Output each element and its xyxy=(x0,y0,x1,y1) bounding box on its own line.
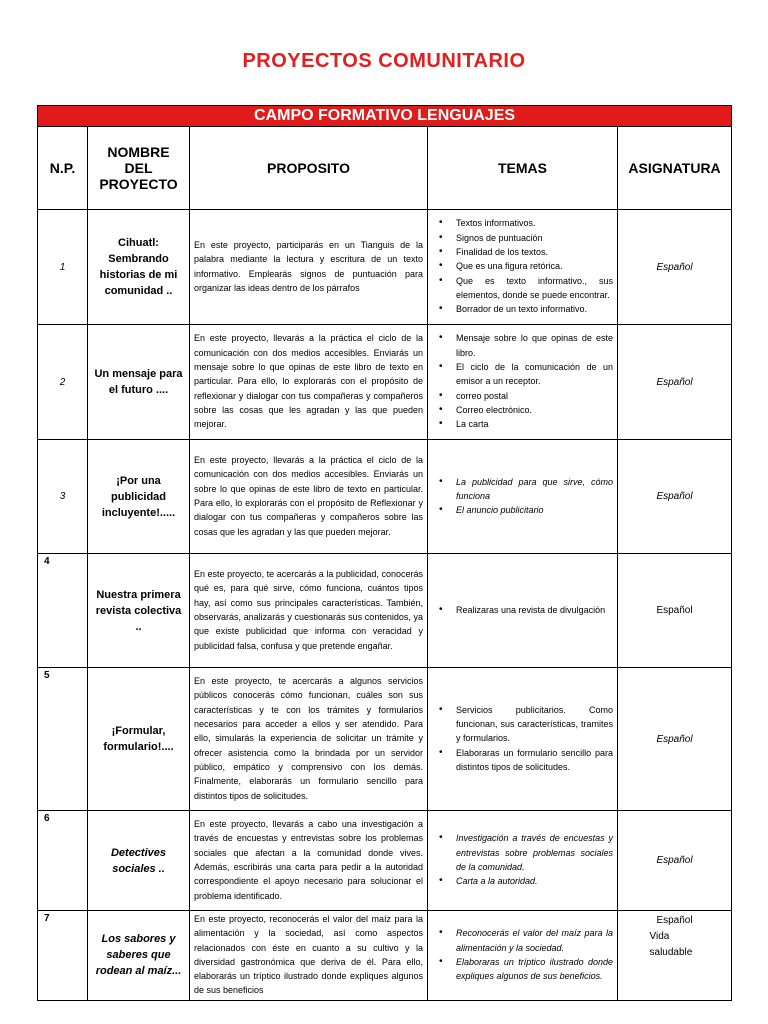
banner-row xyxy=(38,106,732,127)
project-name: Cihuatl: Sembrando historias de mi comunidad .. xyxy=(88,210,190,325)
project-purpose: En este proyecto, llevarás a cabo una investigación a través de encuestas y entrevistas sobre los problemas sociales que afectan a la comunidad donde vives. Además, escribirás una carta para pedir a la autoridad correspondiente el apoyo necesario para solucionar el problema identificado. xyxy=(190,811,428,911)
project-name: ¡Por una publicidad incluyente!..... xyxy=(88,440,190,554)
topic-item: • Elaboraras un formulario sencillo para distintos tipos de solicitudes. xyxy=(456,746,613,775)
project-topics xyxy=(428,811,618,911)
topic-item: • El anuncio publicitario xyxy=(456,503,613,517)
project-purpose: En este proyecto, llevarás a la práctica el ciclo de la comunicación con dos medios accesibles. Enviarás un mensaje sobre lo que opinas de este libro de texto en particular. Para ello, lo explorarás con el propósito de reflexionar y dialogar con tus compañeras y compañeros sobre las cosas que les agradan y las que pueden mejorar. xyxy=(190,325,428,440)
table-row xyxy=(38,440,732,554)
project-purpose: En este proyecto, reconocerás el valor del maíz para la alimentación y la sociedad, así como aspectos relacionados con éste en cuanto a su cultivo y la diversidad gastronómica que deriva de él. Para ello, elaborarás un tríptico ilustrado donde expliques algunos de sus beneficios xyxy=(190,911,428,1001)
row-number: 4 xyxy=(38,554,88,668)
project-name: Detectives sociales .. xyxy=(88,811,190,911)
topic-item: • Finalidad de los textos. xyxy=(456,245,613,259)
header-nombre xyxy=(88,127,190,210)
subject-line: Español xyxy=(656,915,693,926)
header-np: N.P. xyxy=(38,127,88,210)
header-nombre-line1: NOMBRE xyxy=(107,144,170,160)
topic-item: • El ciclo de la comunicación de un emisor a un receptor. xyxy=(456,360,613,389)
topic-item: • Realizaras una revista de divulgación xyxy=(456,603,613,617)
project-subject: Español xyxy=(618,210,732,325)
project-subject: Español xyxy=(618,554,732,668)
project-subject: Español xyxy=(618,440,732,554)
row-number: 2 xyxy=(38,325,88,440)
project-purpose: En este proyecto, te acercarás a la publicidad, conocerás qué es, para qué sirve, cómo funciona, cuántos tipos hay, así como sus principales características. También, observarás, analizarás y cuestionarás sus contenidos, ya que existe publicidad que informa con veracidad y publicidad falsa, confusa y que pretende engañar. xyxy=(190,554,428,668)
topic-item: • La publicidad para que sirve, cómo funciona xyxy=(456,475,613,504)
table-row xyxy=(38,668,732,811)
header-nombre-line2: DEL xyxy=(124,160,153,176)
topic-item: • Carta a la autoridad. xyxy=(456,874,613,888)
header-asignatura: ASIGNATURA xyxy=(618,127,732,210)
topic-item: • Mensaje sobre lo que opinas de este libro. xyxy=(456,331,613,360)
project-name: Nuestra primera revista colectiva .. xyxy=(88,554,190,668)
row-number: 7 xyxy=(38,911,88,1001)
row-number: 5 xyxy=(38,668,88,811)
subject-line: Vida saludable xyxy=(649,931,693,958)
table-row xyxy=(38,811,732,911)
topic-item: • Investigación a través de encuestas y entrevistas sobre problemas sociales de la comunidad. xyxy=(456,831,613,874)
project-topics xyxy=(428,210,618,325)
project-name: Los sabores y saberes que rodean al maíz... xyxy=(88,911,190,1001)
topic-item: • Servicios publicitarios. Como funcionan, sus características, tramites y formularios. xyxy=(456,703,613,746)
project-subject: Español xyxy=(618,325,732,440)
project-topics xyxy=(428,668,618,811)
project-name: Un mensaje para el futuro .... xyxy=(88,325,190,440)
topic-item: • Reconocerás el valor del maíz para la alimentación y la sociedad. xyxy=(456,926,613,955)
topic-item: • Elaboraras un tríptico ilustrado donde expliques algunos de sus beneficios. xyxy=(456,955,613,984)
topic-item: • Que es una figura retórica. xyxy=(456,259,613,273)
header-temas: TEMAS xyxy=(428,127,618,210)
topic-item: • correo postal xyxy=(456,389,613,403)
row-number: 3 xyxy=(38,440,88,554)
topic-item: • Textos informativos. xyxy=(456,216,613,230)
header-row xyxy=(38,127,732,210)
campo-formativo-banner: CAMPO FORMATIVO LENGUAJES xyxy=(38,106,732,127)
topic-item: • Correo electrónico. xyxy=(456,403,613,417)
project-topics xyxy=(428,911,618,1001)
document-title: PROYECTOS COMUNITARIO xyxy=(242,50,526,72)
table-row xyxy=(38,554,732,668)
project-subject: Español xyxy=(618,668,732,811)
projects-table xyxy=(37,105,732,1001)
project-topics xyxy=(428,325,618,440)
topic-item: • Signos de puntuación xyxy=(456,231,613,245)
table-row xyxy=(38,325,732,440)
project-subject xyxy=(618,911,732,1001)
topic-item: • La carta xyxy=(456,417,613,431)
row-number: 1 xyxy=(38,210,88,325)
project-name: ¡Formular, formulario!.... xyxy=(88,668,190,811)
row-number: 6 xyxy=(38,811,88,911)
header-proposito: PROPOSITO xyxy=(190,127,428,210)
project-topics xyxy=(428,554,618,668)
table-row xyxy=(38,210,732,325)
project-purpose: En este proyecto, llevarás a la práctica el ciclo de la comunicación con dos medios accesibles. Enviarás un sobre lo que opinas de este libro de texto en particular. Para ello, lo explorarás con el propósito de Reflexionar y dialogar con tus compañeras y compañeros sobre las cosas que les agradan y las que pueden mejorar. xyxy=(190,440,428,554)
project-topics xyxy=(428,440,618,554)
project-purpose: En este proyecto, participarás en un Tianguis de la palabra mediante la lectura y escritura de un texto informativo. Emplearás signos de puntuación para organizar las ideas dentro de los párrafos xyxy=(190,210,428,325)
project-purpose: En este proyecto, te acercarás a algunos servicios públicos conocerás cómo funcionan, cuáles son sus características y te con los trámites y formularios necesarios para acceder a ellos y ser atendido. Para ello, simularás la experiencia de solicitar un trámite y ofrecer asistencia como la brindada por un servidor público, empático y comprensivo con los demás. Finalmente, elaborarás un formulario sencillo para distintos tipos de solicitudes. xyxy=(190,668,428,811)
topic-item: • Borrador de un texto informativo. xyxy=(456,302,613,316)
project-subject: Español xyxy=(618,811,732,911)
table-row xyxy=(38,911,732,1001)
header-nombre-line3: PROYECTO xyxy=(99,176,178,192)
topic-item: • Que es texto informativo., sus elementos, donde se puede encontrar. xyxy=(456,274,613,303)
